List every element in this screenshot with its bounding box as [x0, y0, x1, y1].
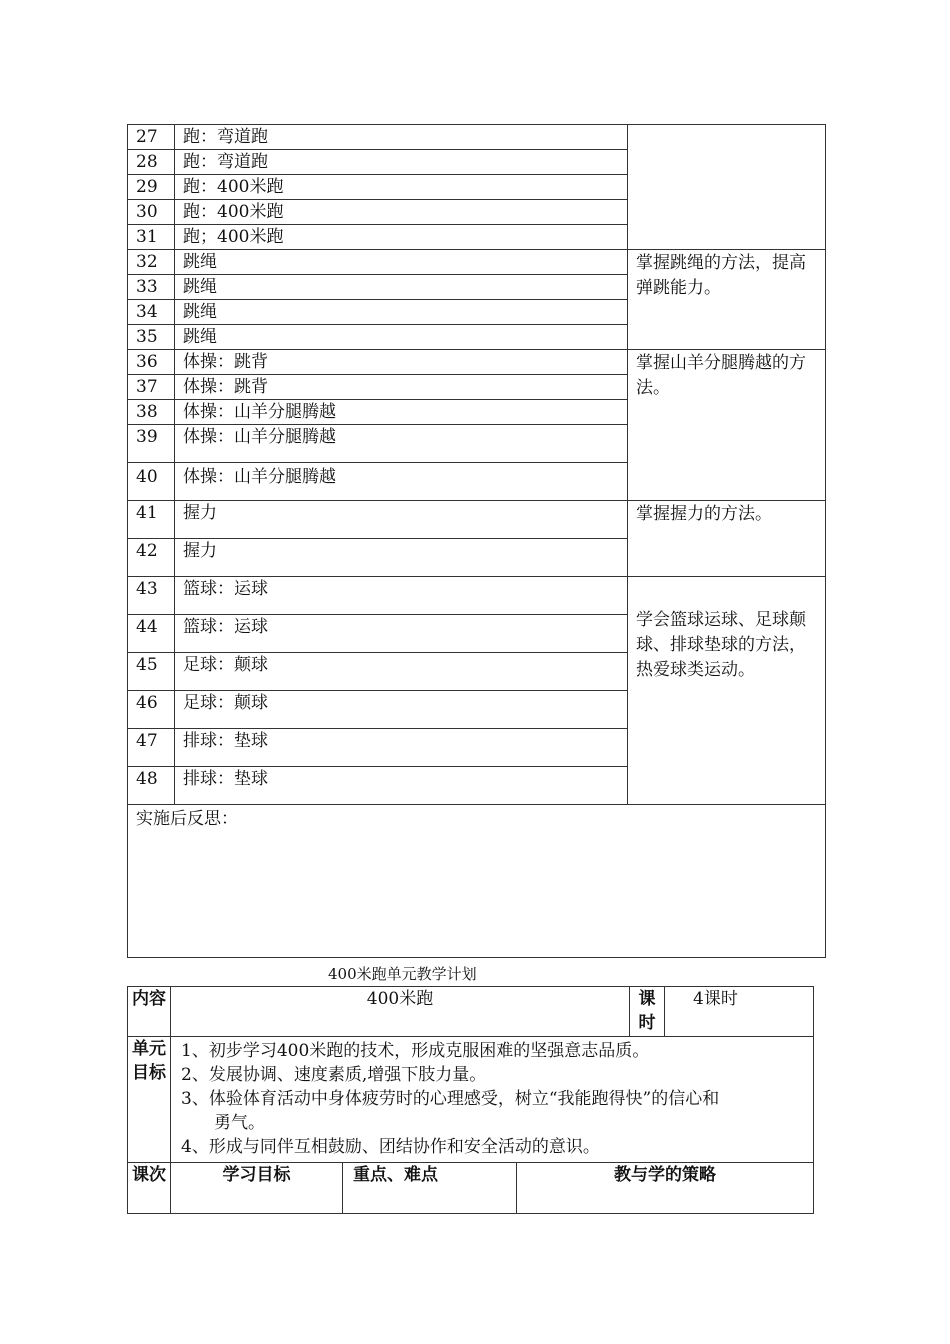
lesson-number: 37	[128, 375, 175, 400]
lesson-number: 29	[128, 175, 175, 200]
lesson-label: 课次	[128, 1163, 171, 1214]
unit-goal-item: 4、形成与同伴互相鼓励、团结协作和安全活动的意识。	[181, 1137, 600, 1157]
plan-header-cell	[171, 1163, 814, 1214]
lesson-content: 跳绳	[175, 300, 628, 325]
lesson-number: 38	[128, 400, 175, 425]
lesson-content: 体操：跳背	[175, 350, 628, 375]
lesson-content: 跑；400米跑	[175, 225, 628, 250]
unit-plan-table	[127, 986, 814, 1214]
lesson-number: 36	[128, 350, 175, 375]
table-row	[128, 577, 826, 615]
lesson-number: 45	[128, 653, 175, 691]
unit-goal-item: 2、发展协调、速度素质,增强下肢力量。	[181, 1065, 487, 1085]
lesson-content: 排球：垫球	[175, 767, 628, 805]
unit-goal-item: 1、初步学习400米跑的技术，形成克服困难的坚强意志品质。	[181, 1041, 650, 1061]
lesson-content: 跑：弯道跑	[175, 125, 628, 150]
lesson-content: 跑：400米跑	[175, 200, 628, 225]
lesson-number: 48	[128, 767, 175, 805]
lesson-number: 31	[128, 225, 175, 250]
lesson-content: 体操：山羊分腿腾越	[175, 400, 628, 425]
unit-goal-item: 3、体验体育活动中身体疲劳时的心理感受，树立“我能跑得快”的信心和	[181, 1089, 720, 1109]
plan-header-table	[171, 1163, 813, 1213]
lesson-content: 篮球：运球	[175, 615, 628, 653]
goal-grip: 掌握握力的方法。	[628, 501, 826, 577]
reflection-cell	[128, 805, 826, 958]
lesson-number: 46	[128, 691, 175, 729]
table-row	[128, 1163, 814, 1214]
goal-gymnastics: 掌握山羊分腿腾越的方法。	[628, 350, 826, 501]
hours-label: 课时	[630, 987, 665, 1037]
lesson-number: 41	[128, 501, 175, 539]
lesson-number: 35	[128, 325, 175, 350]
lesson-content: 排球：垫球	[175, 729, 628, 767]
lesson-content: 足球：颠球	[175, 653, 628, 691]
lesson-content: 体操：山羊分腿腾越	[175, 425, 628, 463]
lesson-number: 28	[128, 150, 175, 175]
unit-goal-label: 单元目标	[128, 1037, 171, 1163]
lesson-content: 跳绳	[175, 325, 628, 350]
content-label: 内容	[128, 987, 171, 1037]
lesson-number: 47	[128, 729, 175, 767]
lesson-number: 39	[128, 425, 175, 463]
col-objective: 学习目标	[171, 1163, 343, 1213]
lesson-schedule-table	[127, 124, 826, 958]
lesson-number: 42	[128, 539, 175, 577]
lesson-number: 30	[128, 200, 175, 225]
lesson-number: 40	[128, 463, 175, 501]
lesson-content: 握力	[175, 539, 628, 577]
reflection-label: 实施后反思：	[136, 809, 238, 829]
lesson-number: 44	[128, 615, 175, 653]
lesson-content: 足球：颠球	[175, 691, 628, 729]
hours-value: 4课时	[665, 987, 814, 1037]
table-row	[128, 350, 826, 375]
table-row	[128, 987, 814, 1037]
table-row	[128, 805, 826, 958]
table-row	[128, 125, 826, 150]
lesson-content: 体操：山羊分腿腾越	[175, 463, 628, 501]
unit-goal-item: 勇气。	[214, 1113, 265, 1133]
goal-cell-running	[628, 125, 826, 250]
col-focus: 重点、难点	[343, 1163, 517, 1213]
lesson-content: 握力	[175, 501, 628, 539]
lesson-number: 27	[128, 125, 175, 150]
unit-goals	[171, 1037, 814, 1163]
lesson-number: 43	[128, 577, 175, 615]
table-row	[128, 501, 826, 539]
goal-jump-rope: 掌握跳绳的方法，提高弹跳能力。	[628, 250, 826, 350]
table-row	[171, 1163, 813, 1213]
table-row	[128, 250, 826, 275]
lesson-content: 篮球：运球	[175, 577, 628, 615]
content-value: 400米跑	[171, 987, 630, 1037]
col-strategy: 教与学的策略	[614, 1165, 716, 1185]
lesson-number: 34	[128, 300, 175, 325]
lesson-number: 33	[128, 275, 175, 300]
goal-ball: 学会篮球运球、足球颠球、排球垫球的方法，热爱球类运动。	[628, 577, 826, 805]
lesson-number: 32	[128, 250, 175, 275]
plan-title: 400米跑单元教学计划	[328, 965, 477, 983]
lesson-content: 体操：跳背	[175, 375, 628, 400]
lesson-content: 跑：弯道跑	[175, 150, 628, 175]
table-row	[128, 1037, 814, 1163]
lesson-content: 跳绳	[175, 250, 628, 275]
lesson-content: 跑：400米跑	[175, 175, 628, 200]
lesson-content: 跳绳	[175, 275, 628, 300]
